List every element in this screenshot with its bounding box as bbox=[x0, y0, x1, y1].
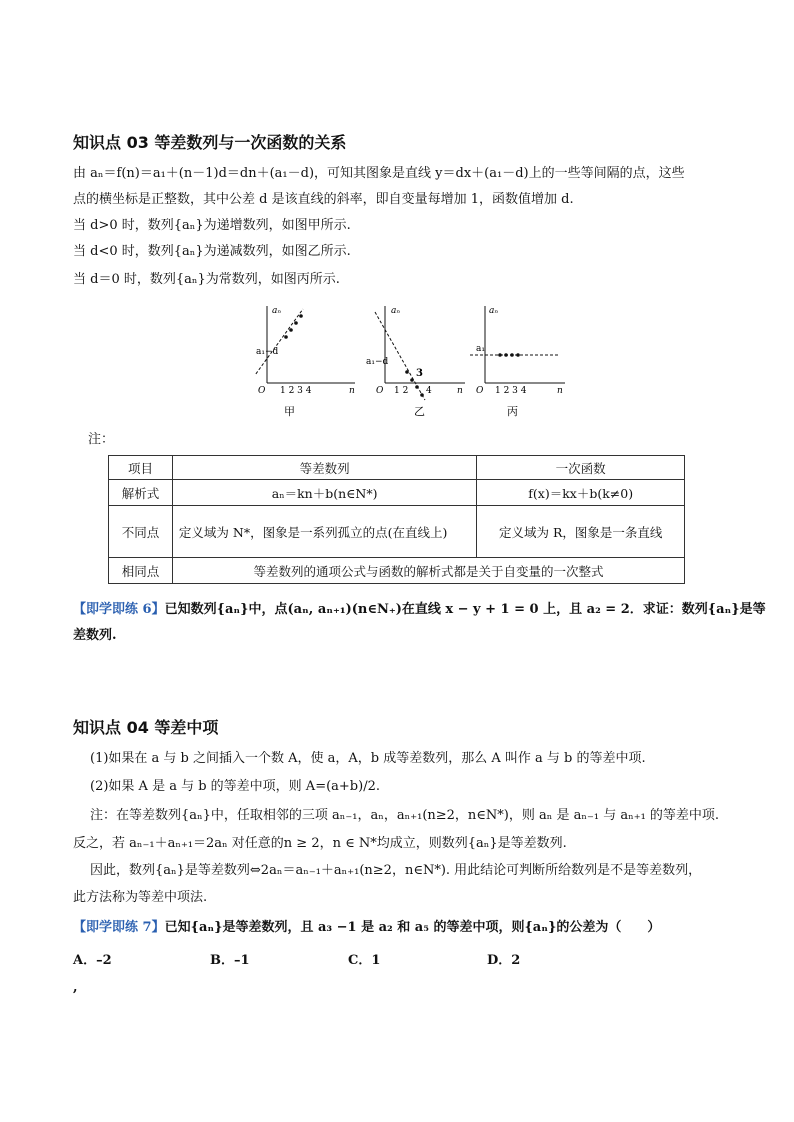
option-c: C．1 bbox=[348, 953, 381, 968]
tick-labels: 1 2 3 4 bbox=[495, 386, 527, 396]
sequence-point bbox=[420, 393, 424, 397]
x-axis-label: n bbox=[557, 386, 563, 396]
origin-label: O bbox=[258, 386, 266, 396]
table-cell: 解析式 bbox=[109, 480, 173, 506]
table-cell: 不同点 bbox=[109, 506, 173, 558]
comparison-table bbox=[108, 455, 685, 584]
note-label: 注： bbox=[88, 432, 115, 447]
table-header-cell: 项目 bbox=[109, 456, 173, 480]
table-cell: aₙ＝kn＋b(n∈N*) bbox=[172, 480, 476, 506]
dashed-line bbox=[255, 309, 303, 382]
y-axis-label: aₙ bbox=[391, 306, 401, 316]
graph-jia bbox=[255, 300, 365, 425]
option-a: A．–2 bbox=[73, 953, 112, 968]
tick-labels: 1 2 3 4 bbox=[280, 386, 312, 396]
section-title-03: 知识点 03 等差数列与一次函数的关系 bbox=[73, 133, 347, 152]
sequence-point bbox=[510, 353, 514, 357]
table-cell: 定义域为 N*，图象是一系列孤立的点(在直线上) bbox=[172, 506, 476, 558]
paragraph-line: 当 d＝0 时，数列{aₙ}为常数列，如图丙所示. bbox=[73, 272, 340, 287]
paragraph-line: 由 aₙ＝f(n)＝a₁＋(n－1)d＝dn＋(a₁－d)，可知其图象是直线 y＝dx＋(a₁－d)上的一些等间隔的点，这些 bbox=[73, 166, 685, 181]
y-axis-label: aₙ bbox=[489, 306, 499, 316]
sequence-point bbox=[284, 335, 288, 339]
exercise-text: 已知{aₙ}是等差数列，且 a₃ −1 是 a₂ 和 a₅ 的等差中项，则{aₙ}的公差为（ ） bbox=[164, 920, 661, 935]
sequence-point bbox=[504, 353, 508, 357]
paragraph-line: 当 d<0 时，数列{aₙ}为递减数列，如图乙所示. bbox=[73, 244, 351, 259]
tick-label-4: 4 bbox=[426, 386, 432, 396]
intercept-label: a₁ bbox=[476, 344, 485, 354]
exercise-text: 已知数列{aₙ}中，点(aₙ, aₙ₊₁)(n∈N₊)在直线 x − y + 1 = 0 上，且 a₂ = 2．求证：数列{aₙ}是等 bbox=[164, 602, 766, 617]
option-d: D．2 bbox=[487, 953, 521, 968]
paragraph-line: 注：在等差数列{aₙ}中，任取相邻的三项 aₙ₋₁，aₙ，aₙ₊₁(n≥2，n∈N*)，则 aₙ 是 aₙ₋₁ 与 aₙ₊₁ 的等差中项. bbox=[90, 808, 720, 823]
exercise-tag: 【即学即练 6】 bbox=[73, 602, 165, 617]
sequence-point bbox=[294, 321, 298, 325]
sequence-point bbox=[516, 353, 520, 357]
x-axis-label: n bbox=[457, 386, 463, 396]
paragraph-line: 当 d>0 时，数列{aₙ}为递增数列，如图甲所示. bbox=[73, 218, 351, 233]
graph-bing bbox=[470, 300, 570, 425]
tick-label-3: 3 bbox=[416, 368, 423, 379]
table-header-cell: 等差数列 bbox=[172, 456, 476, 480]
sequence-point bbox=[415, 385, 419, 389]
intercept-label: a₁−d bbox=[366, 357, 389, 367]
table-row bbox=[109, 558, 685, 584]
sequence-point bbox=[289, 328, 293, 332]
table-header-cell: 一次函数 bbox=[477, 456, 685, 480]
sequence-point bbox=[498, 353, 502, 357]
paragraph-line: 点的横坐标是正整数，其中公差 d 是该直线的斜率，即自变量每增加 1，函数值增加 d. bbox=[73, 192, 574, 207]
exercise-6 bbox=[73, 600, 766, 620]
table-row bbox=[109, 506, 685, 558]
tick-labels: 1 2 bbox=[394, 386, 409, 396]
option-b: B．–1 bbox=[210, 953, 250, 968]
paragraph-line: 因此，数列{aₙ}是等差数列⇔2aₙ＝aₙ₋₁＋aₙ₊₁(n≥2，n∈N*). 用此结论可判断所给数列是不是等差数列， bbox=[90, 863, 702, 878]
sequence-point bbox=[405, 370, 409, 374]
y-axis-label: aₙ bbox=[272, 306, 282, 316]
paragraph-line: 此方法称为等差中项法. bbox=[73, 890, 208, 905]
paragraph-line: (1)如果在 a 与 b 之间插入一个数 A，使 a，A，b 成等差数列，那么 A 叫作 a 与 b 的等差中项. bbox=[90, 751, 646, 766]
sequence-point bbox=[410, 378, 414, 382]
table-cell: 定义域为 R，图象是一条直线 bbox=[477, 506, 685, 558]
table-cell: 相同点 bbox=[109, 558, 173, 584]
table-row bbox=[109, 480, 685, 506]
x-axis-label: n bbox=[349, 386, 355, 396]
exercise-tag: 【即学即练 7】 bbox=[73, 920, 165, 935]
intercept-label: a₁−d bbox=[256, 347, 279, 357]
trailing-mark: , bbox=[73, 980, 78, 995]
graph-yi bbox=[365, 300, 470, 425]
table-row bbox=[109, 456, 685, 480]
graph-caption: 甲 bbox=[284, 405, 295, 418]
paragraph-line: 反之，若 aₙ₋₁＋aₙ₊₁＝2aₙ 对任意的n ≥ 2，n ∈ N*均成立，则数列{aₙ}是等差数列. bbox=[73, 836, 567, 851]
exercise-7 bbox=[73, 918, 660, 938]
paragraph-line: (2)如果 A 是 a 与 b 的等差中项，则 A=(a+b)/2. bbox=[90, 779, 380, 794]
graph-caption: 丙 bbox=[507, 405, 518, 418]
table-cell: f(x)＝kx＋b(k≠0) bbox=[477, 480, 685, 506]
table-cell: 等差数列的通项公式与函数的解析式都是关于自变量的一次整式 bbox=[172, 558, 684, 584]
origin-label: O bbox=[476, 386, 484, 396]
origin-label: O bbox=[376, 386, 384, 396]
exercise-6-cont: 差数列. bbox=[73, 628, 117, 643]
graph-caption: 乙 bbox=[414, 405, 425, 418]
section-title-04: 知识点 04 等差中项 bbox=[73, 718, 219, 737]
sequence-point bbox=[299, 314, 303, 318]
